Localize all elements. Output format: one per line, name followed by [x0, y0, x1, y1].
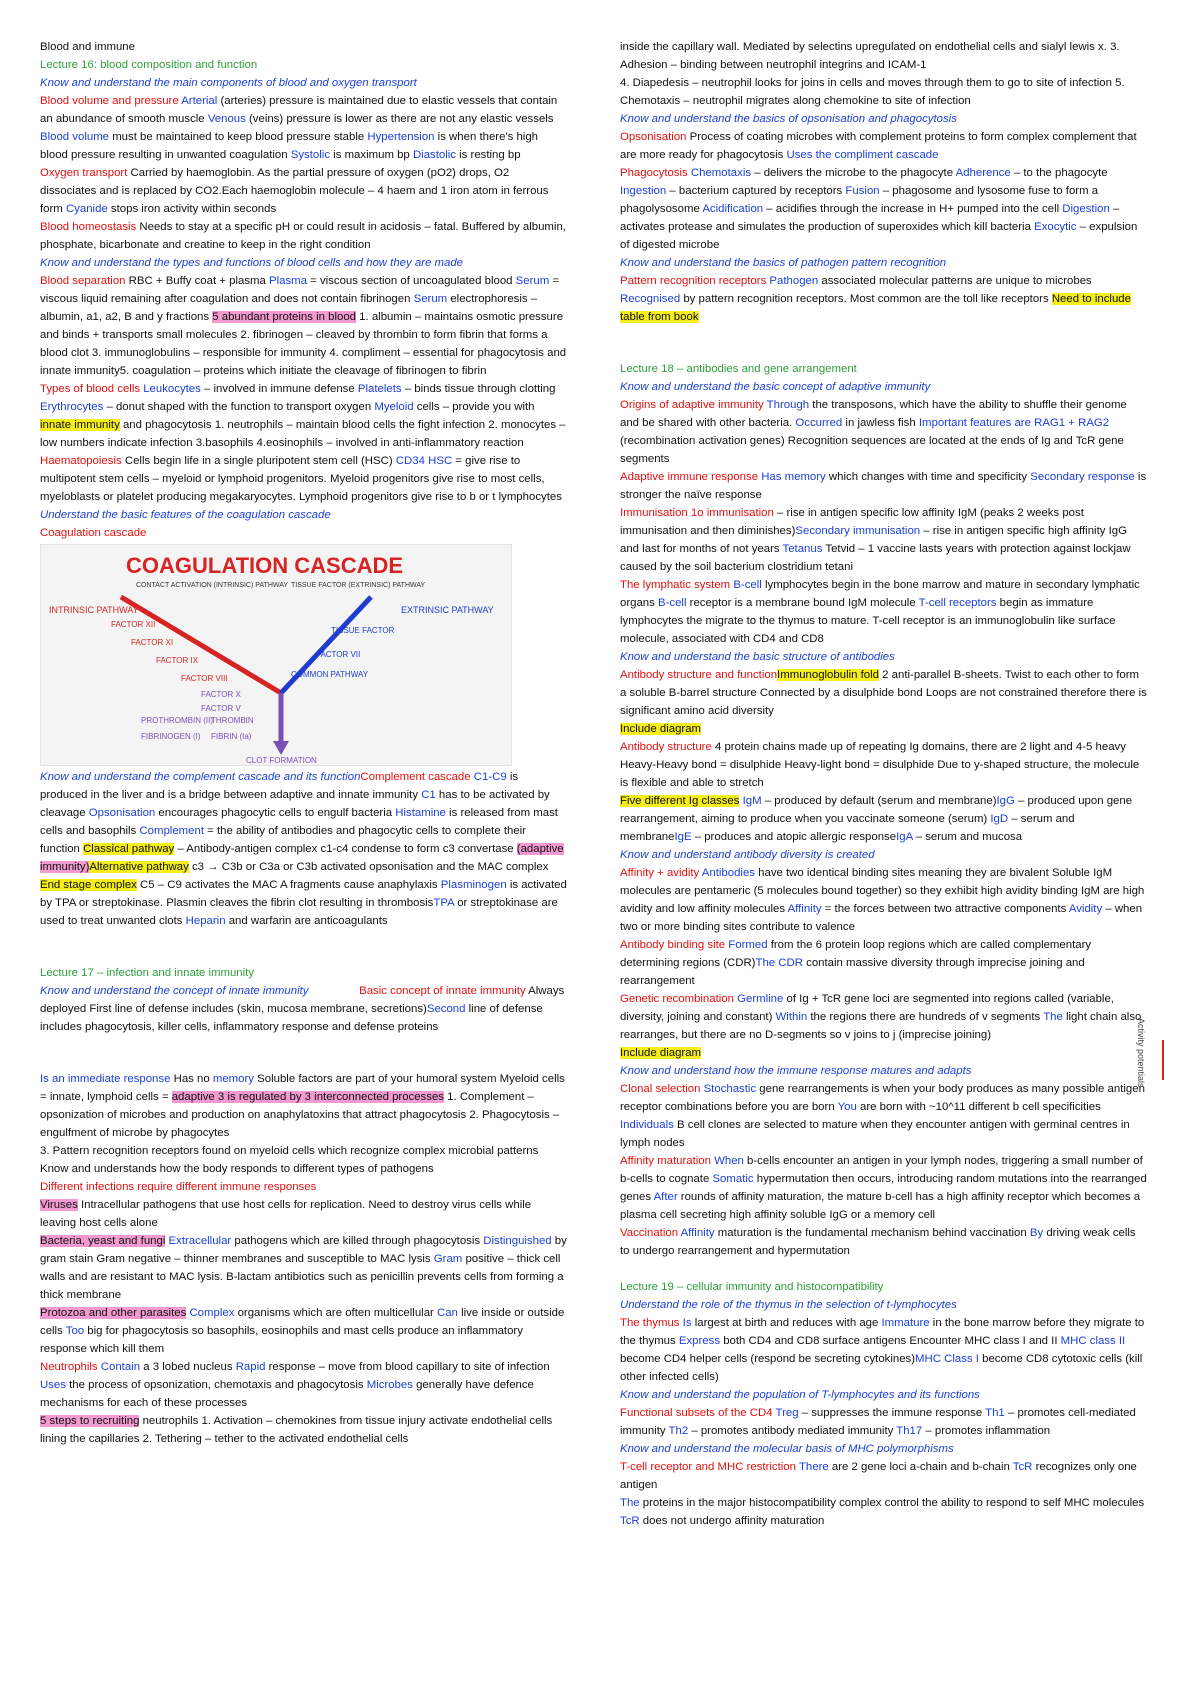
label-factor-12: FACTOR XII: [111, 620, 156, 629]
bacteria-paragraph: Bacteria, yeast and fungi Extracellular pathogens which are killed through phagocytosis Distinguished by gram stain Gram negative – thinner membranes and susceptible to MAC lysis Gram positive – thick cell walls and are resistant to MAC lysis. B-lactam antibiotics such as penicillin prevents cells from forming a thick membrane: [40, 1235, 567, 1301]
antibody-structure-paragraph: Antibody structure 4 protein chains made up of repeating Ig domains, there are 2 light and 4-5 heavy Heavy-Heavy bond = disulphide Heavy-light bond = disulphide Due to y-shaped structure, the molecule is flexible and able to stretch: [620, 741, 1140, 789]
affinity-avidity-paragraph: Affinity + avidity Antibodies have two identical binding sites meaning they are bivalent Soluble IgM molecules are pentameric (5 molecules bound together) so they exhibit high avidity binding IgM are high avidity and low affinity molecules Affinity = the forces between two attractive components Avidity – when two or more binding sites contribute to valence: [620, 867, 1145, 933]
lecture-19-heading: Lecture 19 – cellular immunity and histocompatibility: [620, 1281, 884, 1293]
coagulation-diagram: [41, 545, 511, 765]
adaptive-response-paragraph: Adaptive immune response Has memory which changes with time and specificity Secondary response is stronger the naïve response: [620, 471, 1147, 501]
tcr-mhc-paragraph: T-cell receptor and MHC restriction There are 2 gene loci a-chain and b-chain TcR recognizes only one antigen: [620, 1461, 1137, 1491]
antibody-function-paragraph: Antibody structure and functionImmunoglobulin fold 2 anti-parallel B-sheets. Twist to each other to form a soluble B-barrel structure Connected by a disulphide bond Loops are not constrained therefore there is significant amino acid diversity: [620, 669, 1147, 717]
figure-extrinsic-caption: TISSUE FACTOR (EXTRINSIC) PATHWAY: [291, 582, 426, 589]
label-extrinsic: EXTRINSIC PATHWAY: [401, 605, 494, 615]
objective-antibody-diversity: Know and understand antibody diversity is created: [620, 849, 875, 861]
label-factor-7: FACTOR VII: [316, 650, 361, 659]
label-factor-9: FACTOR IX: [156, 656, 199, 665]
lecture-18-heading: Lecture 18 – antibodies and gene arrangement: [620, 363, 857, 375]
oxygen-transport-paragraph: Oxygen transport Carried by haemoglobin. As the partial pressure of oxygen (pO2) drops, O2 dissociates and is replaced by CO2.Each haemoglobin molecule – 4 haem and 1 iron atom in ferrous form Cyanide stops iron activity within seconds: [40, 167, 549, 215]
figure-intrinsic-caption: CONTACT ACTIVATION (INTRINSIC) PATHWAY: [136, 582, 289, 589]
innate-immunity-paragraph: Know and understand the concept of innate immunity Basic concept of innate immunity Always deployed First line of defense includes (skin, mucosa membrane, secretions)Second line of defense includes phagocytosis, killer cells, inflammatory response and defense proteins: [40, 985, 565, 1033]
viruses-paragraph: Viruses Intracellular pathogens that use host cells for replication. Need to destroy virus cells while leaving host cells alone: [40, 1199, 532, 1229]
left-column: [40, 38, 568, 1448]
haematopoiesis-paragraph: Haematopoiesis Cells begin life in a single pluripotent stem cell (HSC) CD34 HSC = give rise to multipotent stem cells – myeloid or lymphoid progenitors. Myeloid progenitors give rise to most cells, myeloblasts or platelet producing megakaryocytes. Lymphoid progenitors give rise to b or t lymphocytes: [40, 455, 562, 503]
label-factor-11: FACTOR XI: [131, 638, 174, 647]
objective-adaptive-immunity: Know and understand the basic concept of adaptive immunity: [620, 381, 931, 393]
margin-note: [1138, 1018, 1152, 1142]
vaccination-paragraph: Vaccination Affinity maturation is the fundamental mechanism behind vaccination By driving weak cells to undergo rearrangement and hypermutation: [620, 1227, 1136, 1257]
label-clot-formation: CLOT FORMATION: [246, 756, 317, 765]
phagocytosis-paragraph: Phagocytosis Chemotaxis – delivers the microbe to the phagocyte Adherence – to the phagocyte Ingestion – bacterium captured by receptors Fusion – phagosome and lysosome fuse to form a phagolysosome Acidification – acidifies through the increase in H+ pumped into the cell Digestion – activates protease and simulates the production of superoxides which kill bacteria Exocytic – expulsion of digested microbe: [620, 167, 1138, 251]
lymphatic-paragraph: The lymphatic system B-cell lymphocytes begin in the bone marrow and mature in secondary lymphatic organs B-cell receptor is a membrane bound IgM molecule T-cell receptors begin as immature lymphocytes the migrate to the thymus to mature. T-cell receptor is an immunoglobulin like surface molecule, associated with CD4 and CD8: [620, 579, 1140, 645]
ig-classes-paragraph: Five different Ig classes IgM – produced by default (serum and membrane)IgG – produced upon gene rearrangement, aiming to produce when you vaccinate someone (serum) IgD – serum and membraneIgE – produces and atopic allergic responseIgA – serum and mucosa: [620, 795, 1133, 843]
objective-thymus: Understand the role of the thymus in the selection of t-lymphocytes: [620, 1299, 957, 1311]
thymus-paragraph: The thymus Is largest at birth and reduces with age Immature in the bone marrow before they migrate to the thymus Express both CD4 and CD8 surface antigens Encounter MHC class I and II MHC class II become CD4 helper cells (respond be secreting cytokines)MHC Class I become CD8 cytotoxic cells (kill other infected cells): [620, 1317, 1145, 1383]
different-infections-heading: Different infections require different immune responses: [40, 1181, 317, 1193]
recruitment-steps-paragraph: 5 steps to recruiting neutrophils 1. Activation – chemokines from tissue injury activate endothelial cells lining the capillaries 2. Tethering – tether to the activated endothelial cells: [40, 1415, 553, 1445]
cd4-subsets-paragraph: Functional subsets of the CD4 Treg – suppresses the immune response Th1 – promotes cell-mediated immunity Th2 – promotes antibody mediated immunity Th17 – promotes inflammation: [620, 1407, 1136, 1437]
objective-immune-maturation: Know and understand how the immune response matures and adapts: [620, 1065, 972, 1077]
label-factor-8: FACTOR VIII: [181, 674, 228, 683]
blood-cell-types-paragraph: Types of blood cells Leukocytes – involved in immune defense Platelets – binds tissue through clotting Erythrocytes – donut shaped with the function to transport oxygen Myeloid cells – provide you with innate immunity and phagocytosis 1. neutrophils – maintain blood cells the fight infection 2. monocytes – low numbers indicate infection 3.basophils 4.eosinophils – involved in anti-inflammatory reaction: [40, 383, 566, 449]
objective-t-lymphocytes: Know and understand the population of T-lymphocytes and its functions: [620, 1389, 980, 1401]
objective-blood-cells: Know and understand the types and functions of blood cells and how they are made: [40, 257, 463, 269]
objective-pattern-recognition: Know and understand the basics of pathogen pattern recognition: [620, 257, 947, 269]
neutrophils-paragraph: Neutrophils Contain a 3 lobed nucleus Rapid response – move from blood capillary to site of infection Uses the process of opsonization, chemotaxis and phagocytosis Microbes generally have defence mechanisms for each of these processes: [40, 1361, 550, 1409]
origins-paragraph: Origins of adaptive immunity Through the transposons, which have the ability to shuffle their genome and be shared with other bacteria. Occurred in jawless fish Important features are RAG1 + RAG2 (recombination activation genes) Recognition sequences are located at the ends of Ig and TcR gene segments: [620, 399, 1127, 465]
margin-arrow-icon: [1162, 1040, 1164, 1080]
mhc-control-paragraph: The proteins in the major histocompatibility complex control the ability to respond to self MHC molecules TcR does not undergo affinity maturation: [620, 1497, 1145, 1527]
recruitment-continued-2: 4. Diapedesis – neutrophil looks for joins in cells and moves through them to go to site of infection 5. Chemotaxis – neutrophil migrates along chemokine to site of infection: [620, 77, 1125, 107]
opsonisation-paragraph: Opsonisation Process of coating microbes with complement proteins to form complex complement that are more ready for phagocytosis Uses the compliment cascade: [620, 131, 1137, 161]
affinity-maturation-paragraph: Affinity maturation When b-cells encounter an antigen in your lymph nodes, triggering a small number of b-cells to cognate Somatic hypermutation then occurs, introducing random mutations into the rearranged genes After rounds of affinity maturation, the mature b-cell has a high affinity receptor which becomes a plasma cell secreting high affinity soluble IgG or a memory cell: [620, 1155, 1147, 1221]
label-common-pathway: COMMON PATHWAY: [291, 670, 369, 679]
pathogen-response-line: Know and understands how the body responds to different types of pathogens: [40, 1163, 434, 1175]
label-fibrin: FIBRIN (Ia): [211, 732, 252, 741]
objective-opsonisation: Know and understand the basics of opsonisation and phagocytosis: [620, 113, 957, 125]
immunisation-paragraph: Immunisation 1o immunisation – rise in antigen specific low affinity IgM (peaks 2 weeks post immunisation and then diminishes)Secondary immunisation – rise in antigen specific high affinity IgG and last for months of not years Tetanus Tetvid – 1 vaccine lasts years with protection against lockjaw caused by the soil bacterium clostridium tetani: [620, 507, 1131, 573]
objective-antibody-structure: Know and understand the basic structure of antibodies: [620, 651, 895, 663]
pattern-recognition-paragraph: Pattern recognition receptors Pathogen associated molecular patterns are unique to microbes Recognised by pattern recognition receptors. Most common are the toll like receptors Need to include table from book: [620, 275, 1131, 323]
label-thrombin: THROMBIN: [211, 716, 254, 725]
objective-blood-components: Know and understand the main components of blood and oxygen transport: [40, 77, 417, 89]
recruitment-continued-1: inside the capillary wall. Mediated by selectins upregulated on endothelial cells and sialyl lewis x. 3. Adhesion – binding between neutrophil integrins and ICAM-1: [620, 41, 1120, 71]
protozoa-paragraph: Protozoa and other parasites Complex organisms which are often multicellular Can live inside or outside cells Too big for phagocytosis so basophils, eosinophils and mast cells produce an inflammatory response which kill them: [40, 1307, 565, 1355]
clot-arrowhead: [273, 741, 289, 755]
right-column: [620, 38, 1148, 1530]
label-fibrinogen: FIBRINOGEN (I): [141, 732, 201, 741]
blood-homeostasis-paragraph: Blood homeostasis Needs to stay at a specific pH or could result in acidosis – fatal. Buffered by albumin, phosphate, bicarbonate and creatine to keep in the right condition: [40, 221, 566, 251]
label-tissue-factor: TISSUE FACTOR: [331, 626, 395, 635]
page-title: Blood and immune: [40, 41, 135, 53]
lecture-17-heading: Lecture 17 – infection and innate immunity: [40, 967, 255, 979]
coagulation-heading: Coagulation cascade: [40, 527, 147, 539]
pattern-receptors-line: 3. Pattern recognition receptors found on myeloid cells which recognize complex microbial patterns: [40, 1145, 539, 1157]
complement-paragraph: Know and understand the complement cascade and its functionComplement cascade C1-C9 is produced in the liver and is a bridge between adaptive and innate immunity C1 has to be activated by cleavage Opsonisation encourages phagocytic cells to engulf bacteria Histamine is released from mast cells and basophils Complement = the ability of antibodies and phagocytic cells to complete their function Classical pathway – Antibody-antigen complex c1-c4 condense to form c3 convertase (adaptive immunity)Alternative pathway c3 → C3b or C3a or C3b activated opsonisation and the MAC complex End stage complex C5 – C9 activates the MAC A fragments cause anaphylaxis Plasminogen is activated by TPA or streptokinase. Plasmin cleaves the fibrin clot resulting in thrombosisTPA or streptokinase are used to treat unwanted clots Heparin and warfarin are anticoagulants: [40, 771, 567, 927]
blood-separation-paragraph: Blood separation RBC + Buffy coat + plasma Plasma = viscous section of uncoagulated blood Serum = viscous liquid remaining after coagulation and does not contain fibrinogen Serum electrophoresis – albumin, a1, a2, B and y fractions 5 abundant proteins in blood 1. albumin – maintains osmotic pressure and binds + transports small molecules 2. fibrinogen – cleaved by thrombin to form fibrin that forms a blood clot 3. immunoglobulins – responsible for immunity 4. compliment – essential for phagocytosis and innate immunity5. coagulation – proteins which initiate the cleavage of fibrinogen to fibrin: [40, 275, 567, 377]
label-factor-5: FACTOR V: [201, 704, 241, 713]
objective-coagulation: Understand the basic features of the coagulation cascade: [40, 509, 331, 521]
genetic-recombination-paragraph: Genetic recombination Germline of Ig + TcR gene loci are segmented into regions called (variable, diversity, joining and constant) Within the regions there are hundreds of v segments The light chain also rearranges, but there are no D-segments so v joins to j (imprecise joining): [620, 993, 1142, 1041]
binding-site-paragraph: Antibody binding site Formed from the 6 protein loop regions which are called complementary determining regions (CDR)The CDR contain massive diversity through imprecise joining and rearrangement: [620, 939, 1092, 987]
blood-pressure-paragraph: Blood volume and pressure Arterial (arteries) pressure is maintained due to elastic vessels that contain an abundance of smooth muscle Venous (veins) pressure is lower as there are not any elastic vessels Blood volume must be maintained to keep blood pressure stable Hypertension is when there's high blood pressure resulting in unwanted coagulation Systolic is maximum bp Diastolic is resting bp: [40, 95, 558, 161]
label-intrinsic: INTRINSIC PATHWAY: [49, 605, 139, 615]
figure-title: COAGULATION CASCADE: [126, 553, 404, 578]
label-factor-10: FACTOR X: [201, 690, 241, 699]
coagulation-cascade-figure: [40, 544, 512, 766]
clonal-selection-paragraph: Clonal selection Stochastic gene rearrangements is when your body produces as many possible antigen receptor combinations before you are born You are born with ~10^11 different b cell specificities Individuals B cell clones are selected to mature when they encounter antigen with germinal centres in lymph nodes: [620, 1083, 1145, 1149]
margin-note-text: Activity potentials: [1136, 1018, 1146, 1088]
immediate-response-paragraph: Is an immediate response Has no memory Soluble factors are part of your humoral system Myeloid cells = innate, lymphoid cells = adaptive 3 is regulated by 3 interconnected processes 1. Complement – opsonization of microbes and production on anaphylatoxins that attract phagocytosis 2. Phagocytosis – engulfment of microbe by phagocytes: [40, 1073, 565, 1139]
include-diagram-1: Include diagram: [620, 723, 702, 735]
label-prothrombin: PROTHROMBIN (II): [141, 716, 213, 725]
objective-mhc: Know and understand the molecular basis of MHC polymorphisms: [620, 1443, 954, 1455]
lecture-16-heading: Lecture 16: blood composition and function: [40, 59, 258, 71]
include-diagram-2: Include diagram: [620, 1047, 702, 1059]
